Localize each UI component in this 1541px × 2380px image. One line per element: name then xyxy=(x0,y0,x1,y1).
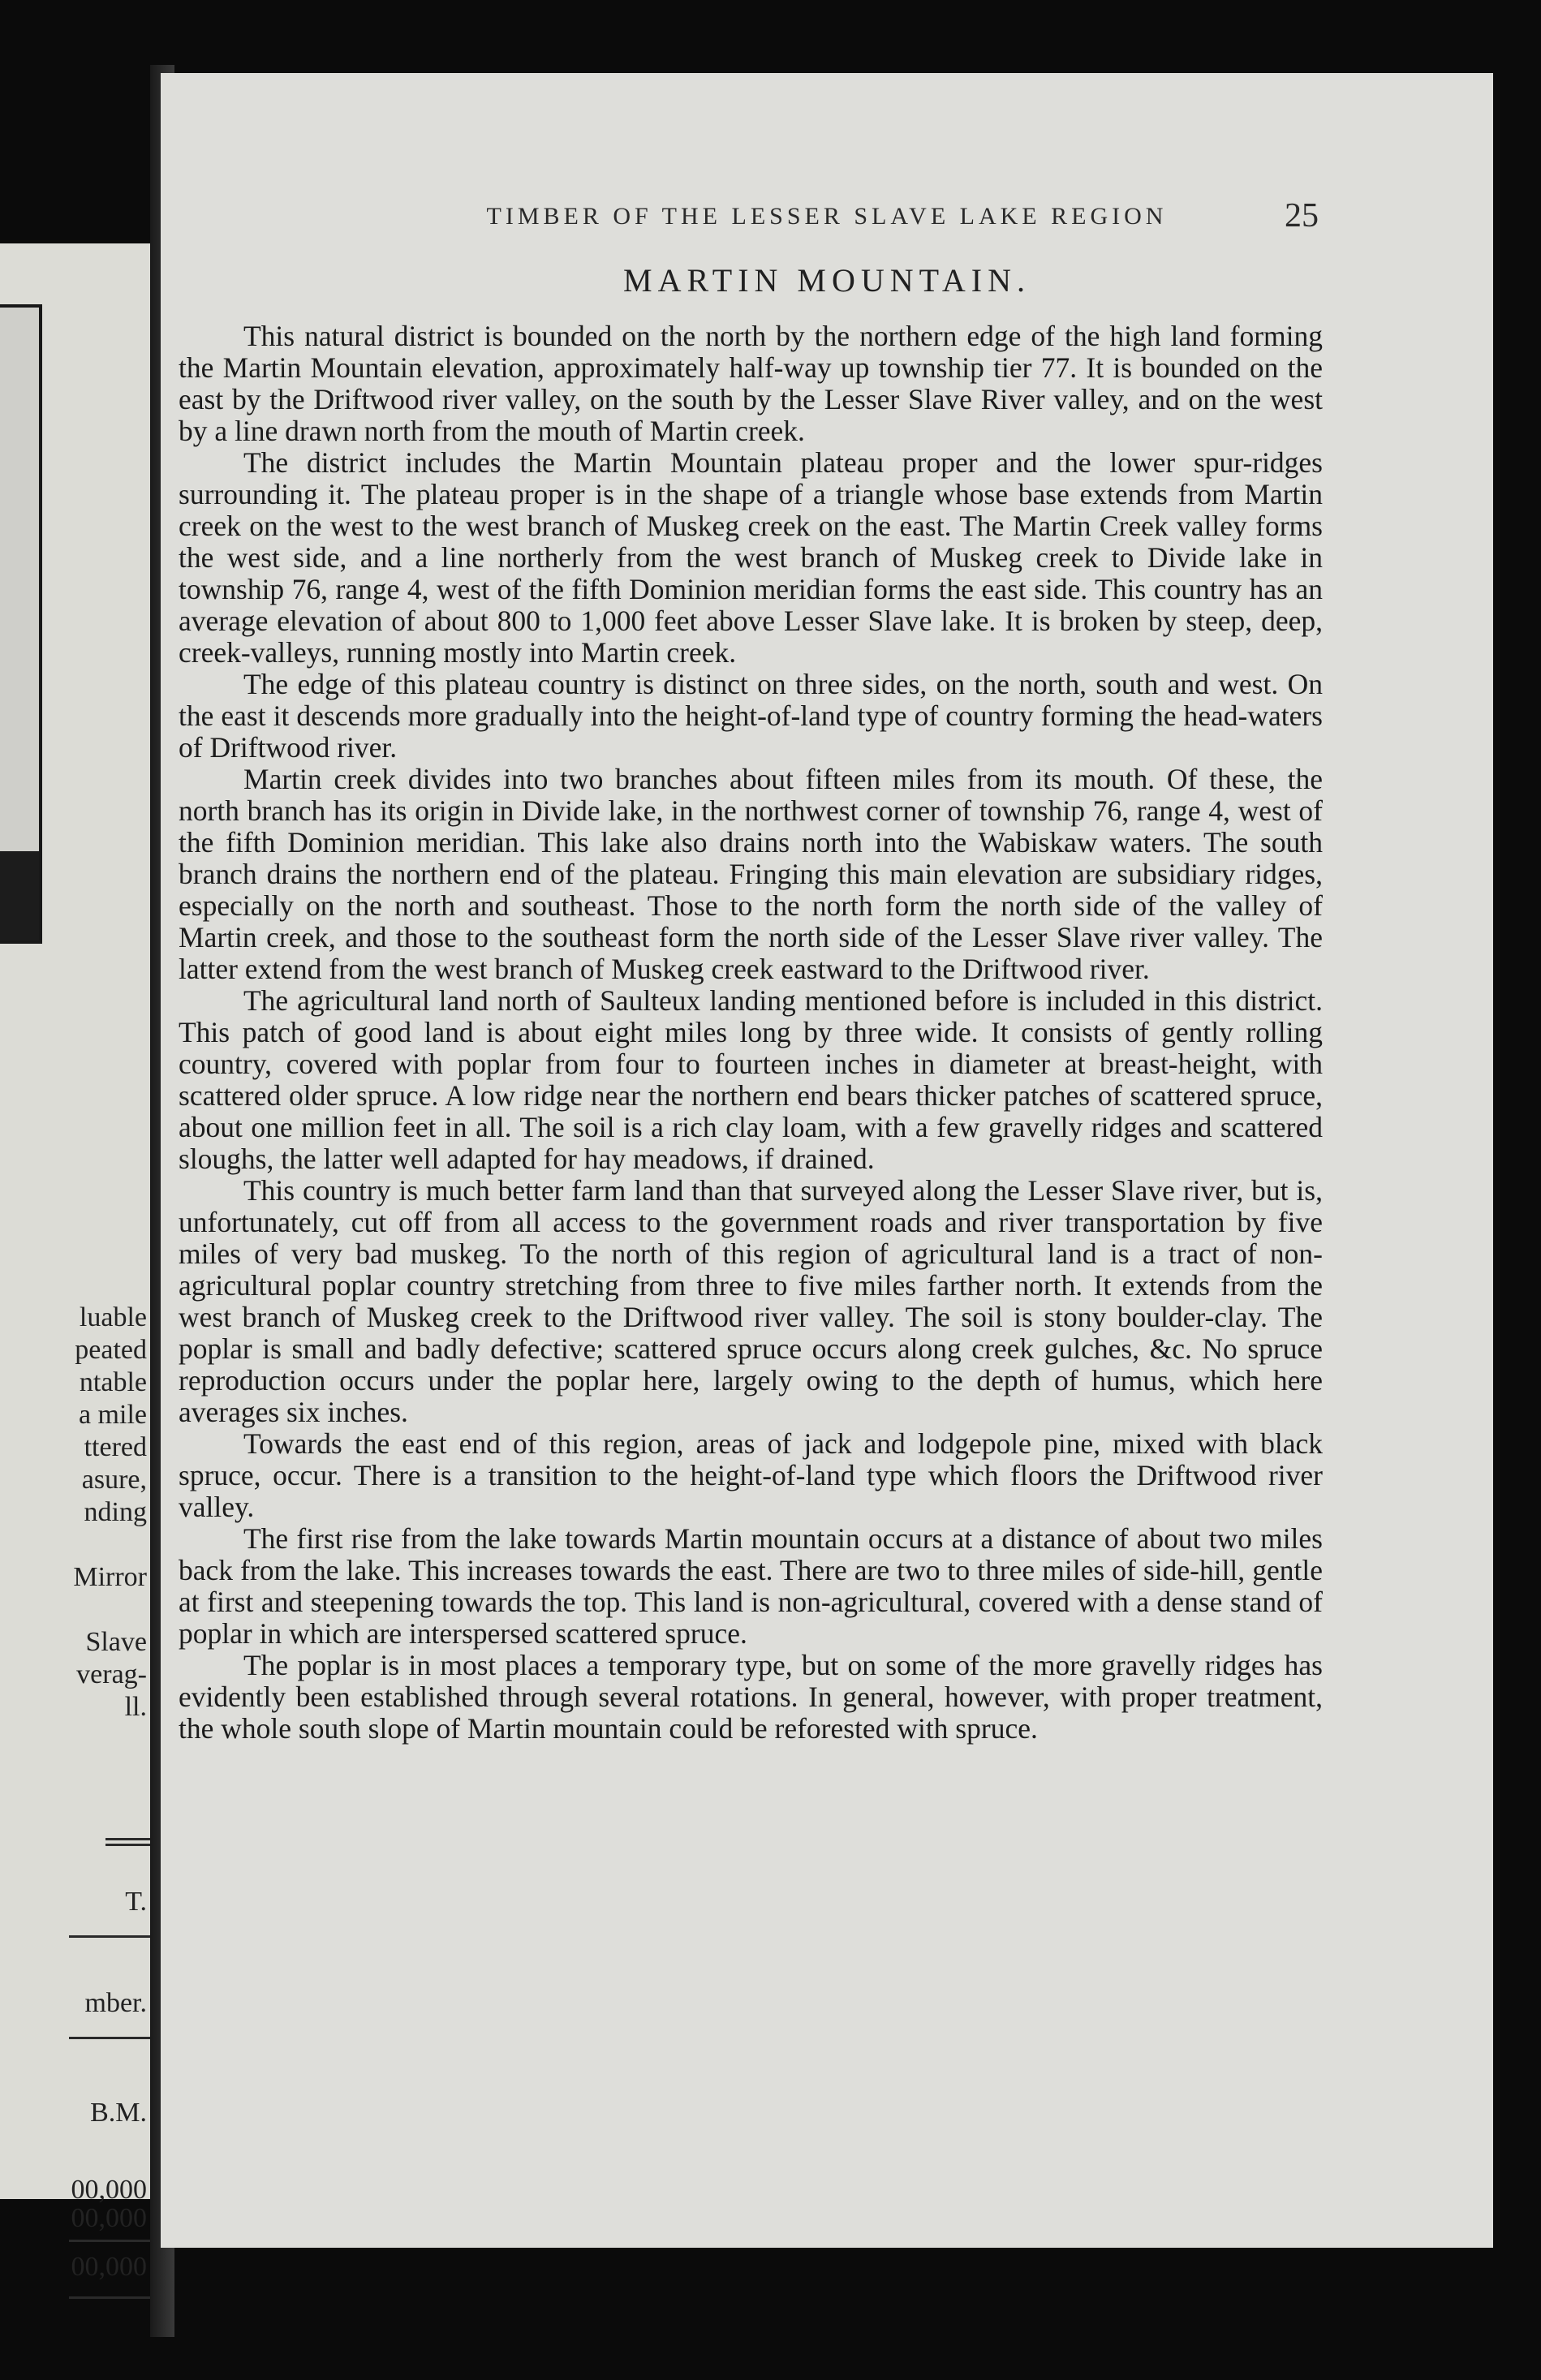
left-rule xyxy=(105,1844,150,1846)
left-fragment-line: ll. xyxy=(124,1692,147,1722)
left-fragment-line: T. xyxy=(125,1887,147,1917)
left-fragment-line: luable xyxy=(79,1302,147,1332)
left-rule xyxy=(105,1838,150,1840)
left-fragment-line: 00,000 xyxy=(71,2203,147,2233)
left-fragment-line: 00,000 xyxy=(71,2175,147,2205)
paragraph: The first rise from the lake towards Martin mountain occurs at a distance of about two miles back from the lake. This increases towards the east. There are two to three miles of side-hill, gentle at first and steepening towards the top. This land is non-agricultural, covered with a dense stand of poplar in which are interspersed scattered spruce. xyxy=(179,1522,1323,1650)
paragraph: The agricultural land north of Saulteux landing mentioned before is included in this district. This patch of good land is about eight miles long by three wide. It consists of gently rolling country, covered with poplar from four to fourteen inches in diameter at breast-height, with scattered older spruce. A low ridge near the northern end bears thicker patches of scattered spruce, about one million feet in all. The soil is a rich clay loam, with a few gravelly ridges and scattered sloughs, the latter well adapted for hay meadows, if drained. xyxy=(179,984,1323,1175)
left-photo-frame xyxy=(0,304,42,944)
paragraph: This country is much better farm land than that surveyed along the Lesser Slave river, but is, unfortunately, cut off from all access to the government roads and river transportation by five miles of very bad muskeg. To the north of this region of agricultural land is a tract of non-agricultural poplar country stretching from three to five miles farther north. It extends from the west branch of Muskeg creek to the Driftwood river valley. The soil is stony boulder-clay. The poplar is small and badly defective; scattered spruce occurs along creek gulches, &c. No spruce reproduction occurs under the poplar here, largely owing to the depth of humus, which here averages six inches. xyxy=(179,1174,1323,1428)
right-page xyxy=(161,73,1493,2248)
body-text xyxy=(179,321,1323,1745)
left-fragment-line: verag- xyxy=(76,1659,147,1689)
left-rule xyxy=(69,2240,150,2242)
running-head: TIMBER OF THE LESSER SLAVE LAKE REGION xyxy=(486,203,1168,230)
left-photo-dark-region xyxy=(0,851,39,940)
paragraph: Martin creek divides into two branches about fifteen miles from its mouth. Of these, the north branch has its origin in Divide lake, in the northwest corner of township 76, range 4, west of the fifth Dominion meridian. This lake also drains north into the Wabiskaw waters. The south branch drains the northern end of the plateau. Fringing this main elevation are subsidiary ridges, especially on the north and southeast. Those to the north form the north side of the valley of Martin creek, and those to the southeast form the north side of the Lesser Slave river valley. The latter extend from the west branch of Muskeg creek eastward to the Driftwood river. xyxy=(179,763,1323,985)
left-fragment-line: asure, xyxy=(81,1465,147,1495)
left-fragment-line: 00,000 xyxy=(71,2252,147,2282)
paragraph: Towards the east end of this region, areas of jack and lodgepole pine, mixed with black spruce, occur. There is a transition to the height-of-land type which floors the Driftwood river valley. xyxy=(179,1427,1323,1523)
paragraph: The district includes the Martin Mountain plateau proper and the lower spur-ridges surrounding it. The plateau proper is in the shape of a triangle whose base extends from Martin creek on the west to the west branch of Muskeg creek on the east. The Martin Creek valley forms the west side, and a line northerly from the west branch of Muskeg creek to Divide lake in township 76, range 4, west of the fifth Dominion meridian forms the east side. This country has an average elevation of about 800 to 1,000 feet above Lesser Slave lake. It is broken by steep, deep, creek-valleys, running mostly into Martin creek. xyxy=(179,446,1323,669)
left-fragment-line: ttered xyxy=(84,1432,147,1462)
left-fragment-line: Mirror xyxy=(73,1562,147,1592)
section-title: MARTIN MOUNTAIN. xyxy=(623,262,1031,299)
left-page-fragment xyxy=(0,243,150,2282)
paragraph: This natural district is bounded on the north by the northern edge of the high land forming the Martin Mountain elevation, approximately half-way up township tier 77. It is bounded on the east by the Driftwood river valley, on the south by the Lesser Slave River valley, and on the west by a line drawn north from the mouth of Martin creek. xyxy=(179,320,1323,447)
paragraph: The edge of this plateau country is distinct on three sides, on the north, south and west. On the east it descends more gradually into the height-of-land type of country forming the head-waters of Driftwood river. xyxy=(179,668,1323,764)
left-rule xyxy=(69,2296,150,2299)
left-rule xyxy=(69,1935,150,1938)
paragraph: The poplar is in most places a temporary type, but on some of the more gravelly ridges has evidently been established through several rotations. In general, however, with proper treatment, the whole south slope of Martin mountain could be reforested with spruce. xyxy=(179,1649,1323,1745)
left-fragment-line: a mile xyxy=(78,1400,147,1430)
left-fragment-line: Slave xyxy=(85,1627,147,1657)
left-fragment-line: nding xyxy=(84,1497,147,1527)
left-fragment-line: B.M. xyxy=(90,2098,147,2128)
page-number: 25 xyxy=(1285,197,1319,235)
left-fragment-line: peated xyxy=(75,1335,147,1365)
left-fragment-line: ntable xyxy=(79,1367,147,1397)
left-rule xyxy=(69,2037,150,2039)
left-fragment-line: mber. xyxy=(84,1988,147,2018)
